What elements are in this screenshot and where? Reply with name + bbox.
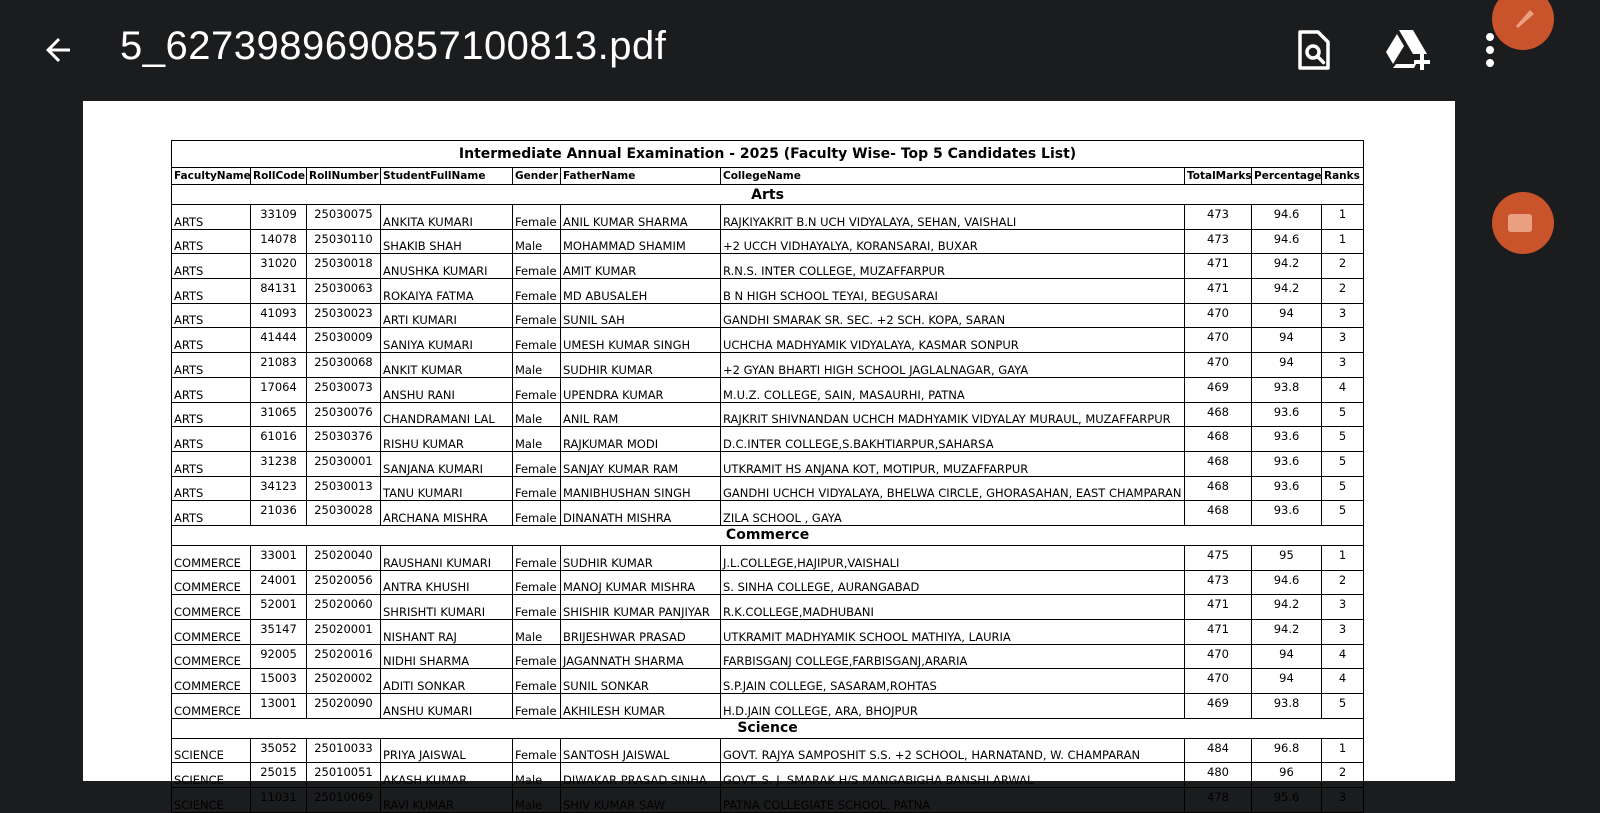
- table-cell: Female: [513, 694, 561, 719]
- table-cell: GOVT. RAJYA SAMPOSHIT S.S. +2 SCHOOL, HARNATAND, W. CHAMPARAN: [721, 738, 1185, 763]
- table-row: [172, 738, 1364, 763]
- table-row: [172, 427, 1364, 452]
- table-cell: SANJAY KUMAR RAM: [561, 451, 721, 476]
- table-cell: 25030018: [307, 254, 381, 279]
- table-cell: 94: [1252, 644, 1322, 669]
- table-cell: RAJKUMAR MODI: [561, 427, 721, 452]
- table-cell: SCIENCE: [172, 763, 251, 788]
- table-cell: ARTS: [172, 254, 251, 279]
- table-cell: UTKRAMIT HS ANJANA KOT, MOTIPUR, MUZAFFARPUR: [721, 451, 1185, 476]
- table-cell: 35052: [251, 738, 307, 763]
- table-cell: 468: [1185, 402, 1252, 427]
- table-cell: UMESH KUMAR SINGH: [561, 328, 721, 353]
- table-cell: 468: [1185, 501, 1252, 526]
- table-cell: 470: [1185, 669, 1252, 694]
- table-cell: M.U.Z. COLLEGE, SAIN, MASAURHI, PATNA: [721, 377, 1185, 402]
- column-header: RollNumber: [307, 168, 381, 185]
- table-cell: Female: [513, 738, 561, 763]
- column-header: Gender: [513, 168, 561, 185]
- table-row: [172, 620, 1364, 645]
- table-row: [172, 328, 1364, 353]
- table-cell: 25020002: [307, 669, 381, 694]
- column-header: Ranks: [1322, 168, 1364, 185]
- table-cell: Female: [513, 570, 561, 595]
- table-cell: 1: [1322, 229, 1364, 254]
- table-cell: 94: [1252, 303, 1322, 328]
- table-cell: 25020056: [307, 570, 381, 595]
- table-cell: 11031: [251, 788, 307, 813]
- table-cell: 25010033: [307, 738, 381, 763]
- table-cell: 94.2: [1252, 620, 1322, 645]
- table-cell: PRIYA JAISWAL: [381, 738, 513, 763]
- find-in-page-icon: [1294, 28, 1334, 72]
- table-cell: 25030001: [307, 451, 381, 476]
- table-cell: +2 GYAN BHARTI HIGH SCHOOL JAGLALNAGAR, GAYA: [721, 353, 1185, 378]
- table-cell: 473: [1185, 570, 1252, 595]
- table-cell: ANTRA KHUSHI: [381, 570, 513, 595]
- table-cell: 94.6: [1252, 205, 1322, 230]
- table-cell: 93.6: [1252, 402, 1322, 427]
- section-row: [172, 185, 1364, 205]
- table-cell: FARBISGANJ COLLEGE,FARBISGANJ,ARARIA: [721, 644, 1185, 669]
- table-cell: 93.8: [1252, 694, 1322, 719]
- table-cell: 93.8: [1252, 377, 1322, 402]
- table-cell: UCHCHA MADHYAMIK VIDYALAYA, KASMAR SONPUR: [721, 328, 1185, 353]
- table-row: [172, 254, 1364, 279]
- table-cell: Male: [513, 402, 561, 427]
- column-header: FacultyName: [172, 168, 251, 185]
- table-cell: MANIBHUSHAN SINGH: [561, 476, 721, 501]
- table-cell: Female: [513, 451, 561, 476]
- table-row: [172, 205, 1364, 230]
- table-cell: ARTS: [172, 328, 251, 353]
- table-cell: 25020060: [307, 595, 381, 620]
- table-cell: AMIT KUMAR: [561, 254, 721, 279]
- table-cell: COMMERCE: [172, 694, 251, 719]
- table-cell: 25010051: [307, 763, 381, 788]
- table-cell: 25030013: [307, 476, 381, 501]
- table-cell: SANJANA KUMARI: [381, 451, 513, 476]
- table-cell: 25030063: [307, 279, 381, 304]
- table-cell: 470: [1185, 353, 1252, 378]
- table-cell: RAJKIYAKRIT B.N UCH VIDYALAYA, SEHAN, VAISHALI: [721, 205, 1185, 230]
- table-row: [172, 451, 1364, 476]
- table-cell: 93.6: [1252, 501, 1322, 526]
- table-cell: Male: [513, 620, 561, 645]
- table-cell: 93.6: [1252, 476, 1322, 501]
- table-cell: R.N.S. INTER COLLEGE, MUZAFFARPUR: [721, 254, 1185, 279]
- table-cell: 484: [1185, 738, 1252, 763]
- table-cell: 5: [1322, 694, 1364, 719]
- table-cell: 5: [1322, 451, 1364, 476]
- table-cell: SUDHIR KUMAR: [561, 545, 721, 570]
- table-cell: 25010069: [307, 788, 381, 813]
- section-title: Arts: [172, 185, 1364, 205]
- table-cell: 468: [1185, 427, 1252, 452]
- table-cell: 3: [1322, 303, 1364, 328]
- table-cell: ANSHU KUMARI: [381, 694, 513, 719]
- table-cell: 478: [1185, 788, 1252, 813]
- table-cell: 1: [1322, 205, 1364, 230]
- table-cell: J.L.COLLEGE,HAJIPUR,VAISHALI: [721, 545, 1185, 570]
- table-cell: ANUSHKA KUMARI: [381, 254, 513, 279]
- table-cell: 3: [1322, 353, 1364, 378]
- table-cell: 96: [1252, 763, 1322, 788]
- table-cell: ANKITA KUMARI: [381, 205, 513, 230]
- table-cell: 25030023: [307, 303, 381, 328]
- table-cell: Female: [513, 545, 561, 570]
- table-row: [172, 694, 1364, 719]
- table-cell: Female: [513, 644, 561, 669]
- table-cell: Female: [513, 501, 561, 526]
- table-cell: 25020090: [307, 694, 381, 719]
- table-cell: 24001: [251, 570, 307, 595]
- table-cell: DIWAKAR PRASAD SINHA: [561, 763, 721, 788]
- table-cell: COMMERCE: [172, 595, 251, 620]
- table-cell: COMMERCE: [172, 644, 251, 669]
- table-cell: ARTS: [172, 279, 251, 304]
- table-cell: 25030376: [307, 427, 381, 452]
- table-cell: RISHU KUMAR: [381, 427, 513, 452]
- table-cell: ADITI SONKAR: [381, 669, 513, 694]
- table-cell: ANKIT KUMAR: [381, 353, 513, 378]
- table-cell: 33109: [251, 205, 307, 230]
- table-cell: ZILA SCHOOL , GAYA: [721, 501, 1185, 526]
- table-cell: 470: [1185, 328, 1252, 353]
- table-cell: UPENDRA KUMAR: [561, 377, 721, 402]
- table-cell: 470: [1185, 303, 1252, 328]
- table-cell: 1: [1322, 545, 1364, 570]
- table-cell: H.D.JAIN COLLEGE, ARA, BHOJPUR: [721, 694, 1185, 719]
- table-cell: GANDHI UCHCH VIDYALAYA, BHELWA CIRCLE, GHORASAHAN, EAST CHAMPARAN: [721, 476, 1185, 501]
- table-cell: Female: [513, 328, 561, 353]
- table-cell: 5: [1322, 402, 1364, 427]
- column-header: CollegeName: [721, 168, 1185, 185]
- table-cell: 31065: [251, 402, 307, 427]
- table-cell: 34123: [251, 476, 307, 501]
- table-cell: ANIL KUMAR SHARMA: [561, 205, 721, 230]
- table-cell: R.K.COLLEGE,MADHUBANI: [721, 595, 1185, 620]
- table-cell: SHIV KUMAR SAW: [561, 788, 721, 813]
- table-cell: 94: [1252, 669, 1322, 694]
- table-cell: 2: [1322, 763, 1364, 788]
- table-cell: ANSHU RANI: [381, 377, 513, 402]
- table-cell: SHAKIB SHAH: [381, 229, 513, 254]
- table-cell: ARTS: [172, 377, 251, 402]
- table-cell: ARTS: [172, 303, 251, 328]
- table-cell: ROKAIYA FATMA: [381, 279, 513, 304]
- table-cell: ARTS: [172, 205, 251, 230]
- drive-add-icon: [1384, 28, 1432, 72]
- table-cell: 94.6: [1252, 570, 1322, 595]
- table-cell: SUNIL SAH: [561, 303, 721, 328]
- section-row: [172, 525, 1364, 545]
- table-cell: Male: [513, 229, 561, 254]
- table-cell: COMMERCE: [172, 669, 251, 694]
- table-cell: COMMERCE: [172, 570, 251, 595]
- table-row: [172, 402, 1364, 427]
- table-cell: SHRISHTI KUMARI: [381, 595, 513, 620]
- table-cell: 41444: [251, 328, 307, 353]
- table-cell: TANU KUMARI: [381, 476, 513, 501]
- table-cell: RAVI KUMAR: [381, 788, 513, 813]
- column-header: FatherName: [561, 168, 721, 185]
- table-cell: 94.2: [1252, 279, 1322, 304]
- table-cell: AKHILESH KUMAR: [561, 694, 721, 719]
- table-cell: ARTS: [172, 451, 251, 476]
- document-title: Intermediate Annual Examination - 2025 (Faculty Wise- Top 5 Candidates List): [172, 141, 1364, 168]
- table-cell: S. SINHA COLLEGE, AURANGABAD: [721, 570, 1185, 595]
- table-cell: SUNIL SONKAR: [561, 669, 721, 694]
- table-cell: 92005: [251, 644, 307, 669]
- table-cell: 31238: [251, 451, 307, 476]
- table-cell: Female: [513, 595, 561, 620]
- table-cell: 25020001: [307, 620, 381, 645]
- table-cell: 93.6: [1252, 451, 1322, 476]
- table-row: [172, 353, 1364, 378]
- table-cell: 5: [1322, 427, 1364, 452]
- table-cell: Female: [513, 254, 561, 279]
- table-cell: PATNA COLLEGIATE SCHOOL, PATNA: [721, 788, 1185, 813]
- section-row: [172, 718, 1364, 738]
- table-cell: RAJKRIT SHIVNANDAN UCHCH MADHYAMIK VIDYALAY MURAUL, MUZAFFARPUR: [721, 402, 1185, 427]
- table-cell: 21083: [251, 353, 307, 378]
- section-title: Commerce: [172, 525, 1364, 545]
- table-cell: 471: [1185, 254, 1252, 279]
- table-cell: SANIYA KUMARI: [381, 328, 513, 353]
- table-cell: 25030028: [307, 501, 381, 526]
- table-cell: 5: [1322, 476, 1364, 501]
- column-header: TotalMarks: [1185, 168, 1252, 185]
- table-cell: 41093: [251, 303, 307, 328]
- table-cell: 52001: [251, 595, 307, 620]
- table-cell: ARTS: [172, 229, 251, 254]
- section-title: Science: [172, 718, 1364, 738]
- table-cell: DINANATH MISHRA: [561, 501, 721, 526]
- table-cell: ARTS: [172, 476, 251, 501]
- table-cell: 25020016: [307, 644, 381, 669]
- table-cell: 17064: [251, 377, 307, 402]
- table-cell: 14078: [251, 229, 307, 254]
- table-cell: 94.6: [1252, 229, 1322, 254]
- table-cell: Female: [513, 279, 561, 304]
- table-cell: 25030075: [307, 205, 381, 230]
- table-cell: S.P.JAIN COLLEGE, SASARAM,ROHTAS: [721, 669, 1185, 694]
- table-cell: 96.8: [1252, 738, 1322, 763]
- table-cell: 4: [1322, 377, 1364, 402]
- table-cell: 470: [1185, 644, 1252, 669]
- table-cell: 471: [1185, 595, 1252, 620]
- table-cell: 25030068: [307, 353, 381, 378]
- floating-actions-rail: [1540, 0, 1600, 767]
- table-cell: 25030009: [307, 328, 381, 353]
- table-cell: 94.2: [1252, 254, 1322, 279]
- table-cell: UTKRAMIT MADHYAMIK SCHOOL MATHIYA, LAURIA: [721, 620, 1185, 645]
- table-cell: Female: [513, 669, 561, 694]
- column-header: RollCode: [251, 168, 307, 185]
- table-cell: 2: [1322, 254, 1364, 279]
- table-cell: SCIENCE: [172, 738, 251, 763]
- video-icon: [1492, 192, 1554, 254]
- table-cell: GANDHI SMARAK SR. SEC. +2 SCH. KOPA, SARAN: [721, 303, 1185, 328]
- table-cell: 473: [1185, 229, 1252, 254]
- table-cell: 25030110: [307, 229, 381, 254]
- table-cell: MANOJ KUMAR MISHRA: [561, 570, 721, 595]
- table-row: [172, 763, 1364, 788]
- table-row: [172, 279, 1364, 304]
- table-cell: 469: [1185, 694, 1252, 719]
- table-row: [172, 303, 1364, 328]
- table-row: [172, 476, 1364, 501]
- table-cell: 468: [1185, 451, 1252, 476]
- table-cell: Male: [513, 353, 561, 378]
- table-cell: ARTS: [172, 427, 251, 452]
- table-cell: SHISHIR KUMAR PANJIYAR: [561, 595, 721, 620]
- pdf-page: [83, 101, 1455, 812]
- table-cell: 95.6: [1252, 788, 1322, 813]
- table-cell: Male: [513, 788, 561, 813]
- table-cell: 2: [1322, 279, 1364, 304]
- table-cell: 3: [1322, 595, 1364, 620]
- table-cell: D.C.INTER COLLEGE,S.BAKHTIARPUR,SAHARSA: [721, 427, 1185, 452]
- table-cell: 84131: [251, 279, 307, 304]
- table-cell: 61016: [251, 427, 307, 452]
- table-cell: Female: [513, 303, 561, 328]
- table-cell: MD ABUSALEH: [561, 279, 721, 304]
- table-cell: 94: [1252, 353, 1322, 378]
- table-cell: 31020: [251, 254, 307, 279]
- table-cell: COMMERCE: [172, 620, 251, 645]
- video-call-button[interactable]: [1492, 192, 1554, 254]
- table-cell: 3: [1322, 620, 1364, 645]
- table-cell: Female: [513, 377, 561, 402]
- table-cell: 3: [1322, 328, 1364, 353]
- table-cell: BRIJESHWAR PRASAD: [561, 620, 721, 645]
- table-cell: B N HIGH SCHOOL TEYAI, BEGUSARAI: [721, 279, 1185, 304]
- table-row: [172, 229, 1364, 254]
- table-cell: 25020040: [307, 545, 381, 570]
- table-cell: 1: [1322, 738, 1364, 763]
- table-cell: 2: [1322, 570, 1364, 595]
- table-row: [172, 669, 1364, 694]
- table-cell: AKASH KUMAR: [381, 763, 513, 788]
- table-cell: 93.6: [1252, 427, 1322, 452]
- table-cell: 473: [1185, 205, 1252, 230]
- table-cell: Male: [513, 427, 561, 452]
- table-cell: ARCHANA MISHRA: [381, 501, 513, 526]
- back-arrow-icon: [40, 32, 76, 68]
- table-cell: ARTS: [172, 402, 251, 427]
- table-row: [172, 644, 1364, 669]
- add-to-drive-button[interactable]: [1384, 26, 1432, 74]
- table-cell: ARTI KUMARI: [381, 303, 513, 328]
- table-cell: ANIL RAM: [561, 402, 721, 427]
- table-cell: +2 UCCH VIDHAYALYA, KORANSARAI, BUXAR: [721, 229, 1185, 254]
- table-cell: 33001: [251, 545, 307, 570]
- results-table: [171, 140, 1364, 813]
- table-cell: 15003: [251, 669, 307, 694]
- table-row: [172, 788, 1364, 813]
- table-cell: 35147: [251, 620, 307, 645]
- table-cell: COMMERCE: [172, 545, 251, 570]
- table-cell: 469: [1185, 377, 1252, 402]
- table-cell: ARTS: [172, 501, 251, 526]
- table-cell: 94.2: [1252, 595, 1322, 620]
- table-cell: JAGANNATH SHARMA: [561, 644, 721, 669]
- table-cell: 25030073: [307, 377, 381, 402]
- table-row: [172, 595, 1364, 620]
- table-cell: 4: [1322, 644, 1364, 669]
- table-cell: 25015: [251, 763, 307, 788]
- table-row: [172, 545, 1364, 570]
- table-cell: GOVT. S. J. SMARAK H/S MANGABIGHA BANSHI ARWAL: [721, 763, 1185, 788]
- table-cell: 468: [1185, 476, 1252, 501]
- table-cell: Male: [513, 763, 561, 788]
- table-row: [172, 501, 1364, 526]
- table-cell: 5: [1322, 501, 1364, 526]
- table-cell: 3: [1322, 788, 1364, 813]
- table-cell: Female: [513, 476, 561, 501]
- table-cell: SCIENCE: [172, 788, 251, 813]
- table-cell: Female: [513, 205, 561, 230]
- app-toolbar: [0, 0, 1540, 100]
- table-cell: ARTS: [172, 353, 251, 378]
- table-cell: 25030076: [307, 402, 381, 427]
- table-row: [172, 377, 1364, 402]
- back-button[interactable]: [36, 28, 80, 72]
- table-cell: 475: [1185, 545, 1252, 570]
- table-cell: CHANDRAMANI LAL: [381, 402, 513, 427]
- column-header: StudentFullName: [381, 168, 513, 185]
- find-in-page-button[interactable]: [1290, 26, 1338, 74]
- table-row: [172, 570, 1364, 595]
- table-cell: SANTOSH JAISWAL: [561, 738, 721, 763]
- file-name-title: 5_6273989690857100813.pdf: [120, 24, 667, 68]
- table-cell: RAUSHANI KUMARI: [381, 545, 513, 570]
- table-cell: 13001: [251, 694, 307, 719]
- table-cell: 21036: [251, 501, 307, 526]
- table-cell: 94: [1252, 328, 1322, 353]
- edit-brush-icon: [1492, 0, 1554, 50]
- table-cell: SUDHIR KUMAR: [561, 353, 721, 378]
- table-cell: NIDHI SHARMA: [381, 644, 513, 669]
- table-cell: 471: [1185, 279, 1252, 304]
- table-cell: 95: [1252, 545, 1322, 570]
- table-cell: NISHANT RAJ: [381, 620, 513, 645]
- table-cell: 4: [1322, 669, 1364, 694]
- table-cell: 480: [1185, 763, 1252, 788]
- column-header: Percentage: [1252, 168, 1322, 185]
- table-header-row: [172, 168, 1364, 185]
- table-cell: MOHAMMAD SHAMIM: [561, 229, 721, 254]
- table-cell: 471: [1185, 620, 1252, 645]
- annotate-button[interactable]: [1492, 0, 1554, 50]
